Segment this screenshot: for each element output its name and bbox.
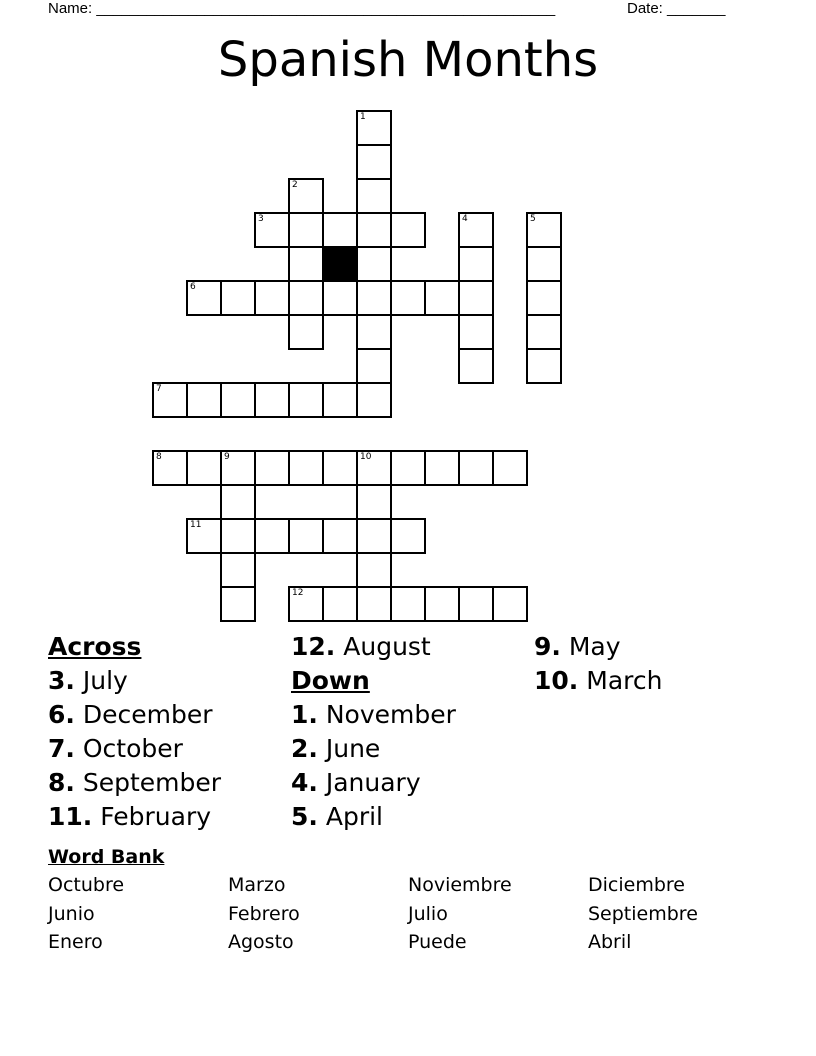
grid-cell[interactable] [458, 314, 494, 350]
word-bank-item: Abril [588, 931, 632, 953]
clue-number: 7. [48, 734, 75, 763]
clue-number: 4. [291, 768, 318, 797]
grid-cell[interactable] [356, 518, 392, 554]
clue-across-6 [48, 698, 221, 732]
clue-text: June [325, 734, 381, 763]
clue-number: 2. [291, 734, 318, 763]
clue-down-10 [534, 664, 662, 698]
word-bank-item: Diciembre [588, 874, 685, 896]
grid-cell[interactable] [526, 212, 562, 248]
grid-cell[interactable] [458, 450, 494, 486]
grid-cell[interactable] [458, 348, 494, 384]
clue-number-label: 9 [224, 452, 230, 462]
clue-text: September [82, 768, 222, 797]
grid-cell[interactable] [424, 280, 460, 316]
grid-cell[interactable] [220, 280, 256, 316]
clue-text: May [568, 632, 621, 661]
grid-cell[interactable] [356, 382, 392, 418]
clue-number: 1. [291, 700, 318, 729]
grid-cell[interactable] [390, 450, 426, 486]
clues-column-3 [534, 630, 662, 698]
grid-cell[interactable] [288, 586, 324, 622]
grid-cell[interactable] [458, 246, 494, 282]
grid-cell[interactable] [288, 518, 324, 554]
grid-cell[interactable] [356, 178, 392, 214]
grid-cell[interactable] [288, 178, 324, 214]
grid-cell[interactable] [526, 246, 562, 282]
clue-text: December [82, 700, 213, 729]
grid-cell[interactable] [356, 484, 392, 520]
clue-across-11 [48, 800, 221, 834]
grid-cell[interactable] [288, 314, 324, 350]
grid-cell[interactable] [390, 280, 426, 316]
grid-cell[interactable] [186, 280, 222, 316]
word-bank-item: Agosto [228, 931, 294, 953]
clues-column-2 [291, 630, 456, 834]
grid-cell[interactable] [288, 382, 324, 418]
word-bank-item: Octubre [48, 874, 125, 896]
clue-across-8 [48, 766, 221, 800]
grid-cell[interactable] [356, 212, 392, 248]
clue-number: 5. [291, 802, 318, 831]
grid-cell[interactable] [220, 518, 256, 554]
clue-number-label: 12 [292, 588, 304, 598]
grid-cell[interactable] [356, 348, 392, 384]
clue-text: October [82, 734, 183, 763]
word-bank-item: Puede [408, 931, 467, 953]
grid-cell[interactable] [220, 450, 256, 486]
grid-cell[interactable] [254, 518, 290, 554]
grid-cell[interactable] [356, 552, 392, 588]
grid-cell[interactable] [492, 450, 528, 486]
grid-cell[interactable] [526, 314, 562, 350]
clue-number-label: 8 [156, 452, 162, 462]
grid-cell[interactable] [254, 280, 290, 316]
name-field[interactable]: Name: _______________________________________________________ [48, 0, 556, 17]
clue-down-2 [291, 732, 456, 766]
clue-down-1 [291, 698, 456, 732]
grid-cell[interactable] [322, 518, 358, 554]
word-bank-item: Enero [48, 931, 103, 953]
clue-number-label: 10 [360, 452, 372, 462]
grid-cell[interactable] [322, 382, 358, 418]
clue-text: July [82, 666, 128, 695]
grid-cell[interactable] [152, 382, 188, 418]
clue-number: 8. [48, 768, 75, 797]
grid-cell[interactable] [424, 450, 460, 486]
grid-cell[interactable] [526, 348, 562, 384]
clue-down-4 [291, 766, 456, 800]
clue-number: 3. [48, 666, 75, 695]
clue-number: 9. [534, 632, 561, 661]
clue-number-label: 6 [190, 282, 196, 292]
grid-cell[interactable] [186, 382, 222, 418]
grid-cell[interactable] [356, 450, 392, 486]
across-heading: Across [48, 632, 142, 661]
clue-text: March [586, 666, 663, 695]
clue-number-label: 1 [360, 112, 366, 122]
clue-down-5 [291, 800, 456, 834]
grid-cell[interactable] [390, 518, 426, 554]
grid-cell[interactable] [356, 246, 392, 282]
clue-number-label: 11 [190, 520, 202, 530]
grid-cell[interactable] [254, 382, 290, 418]
clue-text: November [325, 700, 456, 729]
word-bank-heading: Word Bank [48, 846, 165, 868]
grid-cell[interactable] [458, 212, 494, 248]
grid-cell[interactable] [492, 586, 528, 622]
word-bank-item: Febrero [228, 903, 300, 925]
grid-cell[interactable] [220, 552, 256, 588]
page-title: Spanish Months [217, 32, 599, 88]
black-square [322, 246, 358, 282]
grid-cell[interactable] [356, 586, 392, 622]
grid-cell[interactable] [254, 450, 290, 486]
grid-cell[interactable] [288, 246, 324, 282]
clue-number: 10. [534, 666, 579, 695]
grid-cell[interactable] [458, 280, 494, 316]
grid-cell[interactable] [356, 144, 392, 180]
clue-down-9 [534, 630, 662, 664]
word-bank-item: Septiembre [588, 903, 698, 925]
grid-cell[interactable] [220, 382, 256, 418]
clue-across-12 [291, 630, 456, 664]
clue-text: February [100, 802, 212, 831]
grid-cell[interactable] [152, 450, 188, 486]
clue-number-label: 2 [292, 180, 298, 190]
grid-cell[interactable] [288, 280, 324, 316]
clue-text: April [325, 802, 384, 831]
grid-cell[interactable] [322, 212, 358, 248]
grid-cell[interactable] [322, 450, 358, 486]
grid-cell[interactable] [288, 212, 324, 248]
clue-number-label: 3 [258, 214, 264, 224]
grid-cell[interactable] [458, 586, 494, 622]
grid-cell[interactable] [356, 314, 392, 350]
clue-number: 6. [48, 700, 75, 729]
grid-cell[interactable] [186, 450, 222, 486]
word-bank-item: Marzo [228, 874, 286, 896]
grid-cell[interactable] [322, 280, 358, 316]
grid-cell[interactable] [390, 586, 426, 622]
down-heading: Down [291, 666, 370, 695]
date-field[interactable]: Date: _______ [627, 0, 726, 17]
clue-number-label: 4 [462, 214, 468, 224]
word-bank-item: Noviembre [408, 874, 512, 896]
grid-cell[interactable] [390, 212, 426, 248]
grid-cell[interactable] [254, 212, 290, 248]
clue-text: August [343, 632, 431, 661]
clue-across-7 [48, 732, 221, 766]
grid-cell[interactable] [186, 518, 222, 554]
grid-cell[interactable] [220, 484, 256, 520]
grid-cell[interactable] [356, 280, 392, 316]
clue-number-label: 5 [530, 214, 536, 224]
grid-cell[interactable] [322, 586, 358, 622]
grid-cell[interactable] [288, 450, 324, 486]
clues-column-1 [48, 630, 221, 834]
clue-across-3 [48, 664, 221, 698]
clue-text: January [325, 768, 421, 797]
grid-cell[interactable] [526, 280, 562, 316]
grid-cell[interactable] [356, 110, 392, 146]
clue-number: 11. [48, 802, 93, 831]
word-bank-item: Junio [48, 903, 95, 925]
grid-cell[interactable] [220, 586, 256, 622]
clue-number-label: 7 [156, 384, 162, 394]
clue-number: 12. [291, 632, 336, 661]
grid-cell[interactable] [424, 586, 460, 622]
word-bank-item: Julio [408, 903, 448, 925]
